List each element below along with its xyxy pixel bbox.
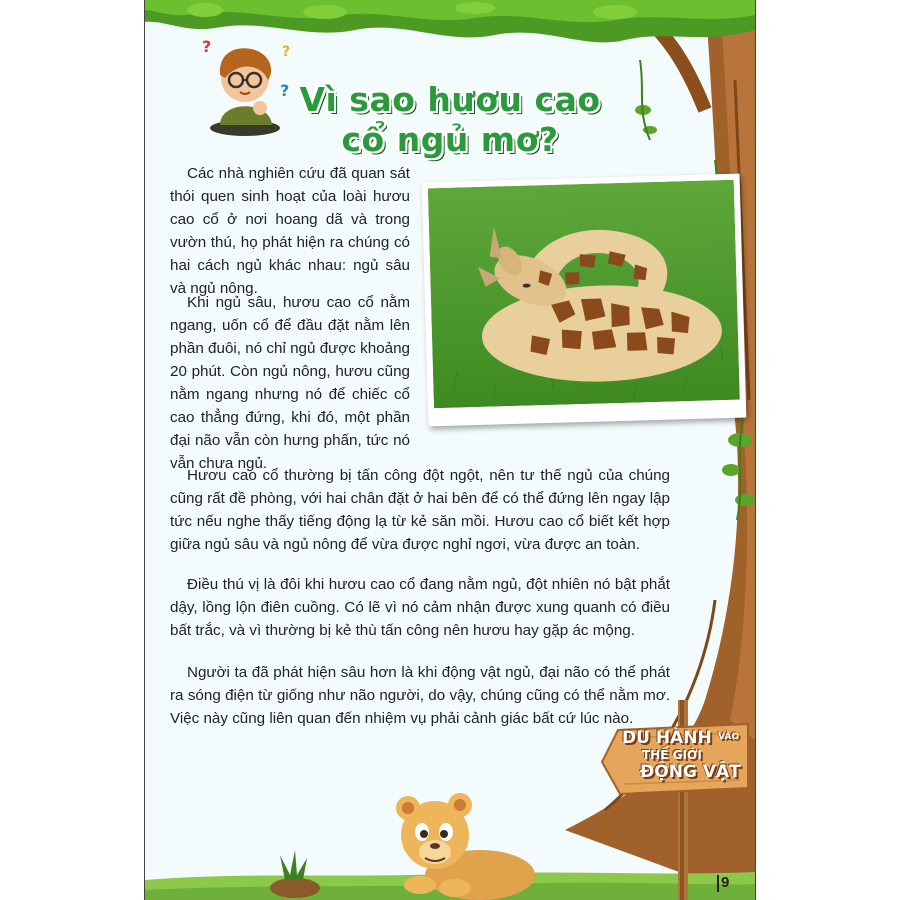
lion-cub-illustration bbox=[380, 790, 550, 900]
page-number-bar bbox=[717, 875, 719, 892]
series-signpost bbox=[600, 700, 750, 900]
paragraph-4: Điều thú vị là đôi khi hươu cao cổ đang nằm ngủ, đột nhiên nó bật phắt dậy, lồng lộn điên cuồng. Có lẽ vì nó cảm nhận được xung quanh có điều bất trắc, và vì thường bị kẻ thù tấn công nên hươu hay gặp ác mộng. bbox=[170, 576, 670, 639]
thinking-kid-illustration bbox=[200, 30, 295, 140]
paragraph-2: Khi ngủ sâu, hươu cao cổ nằm ngang, uốn cổ để đầu đặt nằm lên phần đuôi, nó chỉ ngủ được khoảng 20 phút. Còn ngủ nông, hươu cũng nằm ngang nhưng nó để chiếc cổ cao thẳng đứng, khi đó, một phần đại não vẫn còn hưng phấn, tức nó vẫn chưa ngủ. bbox=[170, 294, 410, 472]
page-border-right bbox=[755, 0, 756, 900]
paragraph-3: Hươu cao cổ thường bị tấn công đột ngột, nên tư thế ngủ của chúng cũng rất đề phòng, với hai chân đặt ở hai bên để có thể đứng lên ngay lập tức nếu nghe thấy tiếng động lạ từ kẻ săn mồi. Hươu cao cổ biết kết hợp giữa ngủ sâu và ngủ nông để vừa được nghỉ ngơi, vừa được an toàn. bbox=[170, 467, 670, 553]
page-number: 9 bbox=[721, 874, 730, 891]
sign-line-2: THẾ GIỚI bbox=[642, 748, 702, 762]
paragraph-1: Các nhà nghiên cứu đã quan sát thói quen sinh hoạt của loài hươu cao cổ ở nơi hoang dã và trong vườn thú, họ phát hiện ra chúng có hai cách ngủ khác nhau: ngủ sâu và ngủ nông. bbox=[170, 165, 410, 297]
sign-line-3: ĐỘNG VẬT bbox=[640, 762, 741, 782]
giraffe-photo bbox=[422, 174, 747, 427]
paragraph-5: Người ta đã phát hiện sâu hơn là khi động vật ngủ, đại não có thể phát ra sóng điện từ giống như não người, do vậy, chúng cũng có thể nằm mơ. Việc này cũng liên quan đến nhiệm vụ phải cảnh giác bất cứ lúc nào. bbox=[170, 664, 670, 727]
svg-text:?: ? bbox=[202, 37, 212, 56]
sign-line-1-small: VÀO bbox=[718, 732, 739, 742]
sign-line-1: DU HÀNH bbox=[622, 728, 712, 748]
book-page bbox=[145, 0, 755, 900]
giraffe-sleeping-image bbox=[428, 180, 740, 408]
page-title: Vì sao hươu cao cổ ngủ mơ? bbox=[299, 80, 601, 160]
svg-text:?: ? bbox=[280, 81, 290, 100]
svg-text:?: ? bbox=[282, 44, 291, 60]
